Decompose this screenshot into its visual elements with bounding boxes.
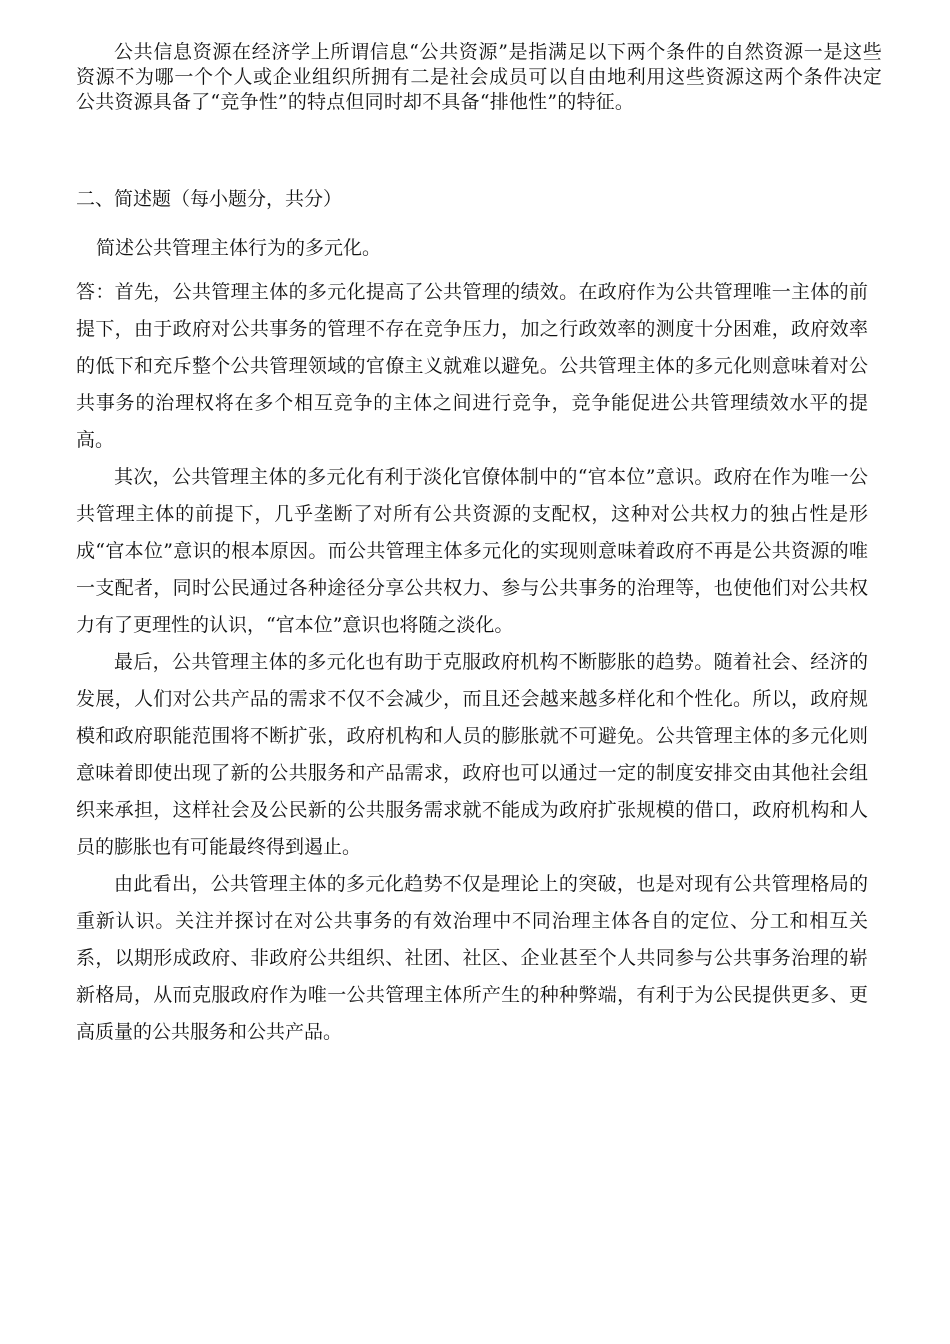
answer-paragraph-second: 其次，公共管理主体的多元化有利于淡化官僚体制中的“官本位”意识。政府在作为唯一公共管理主体的前提下，几乎垄断了对所有公共资源的支配权，这种对公共权力的独占性是形成“官本位”意识的根本原因。而公共管理主体多元化的实现则意味着政府不再是公共资源的唯一支配者，同时公民通过各种途径分享公共权力、参与公共事务的治理等，也使他们对公共权力有了更理性的认识，“官本位”意识也将随之淡化。 bbox=[76, 466, 868, 636]
question-text: 简述公共管理主体行为的多元化。 bbox=[96, 237, 382, 259]
intro-paragraph: 公共信息资源在经济学上所谓信息“公共资源”是指满足以下两个条件的自然资源一是这些资源不为哪一个个人或企业组织所拥有二是社会成员可以自由地利用这些资源这两个条件决定公共资源具备了“竞争性”的特点但同时却不具备“排他性”的特征。 bbox=[76, 41, 882, 113]
answer-paragraph-first: 答：首先，公共管理主体的多元化提高了公共管理的绩效。在政府作为公共管理唯一主体的前提下，由于政府对公共事务的管理不存在竞争压力，加之行政效率的测度十分困难，政府效率的低下和充斥整个公共管理领域的官僚主义就难以避免。公共管理主体的多元化则意味着对公共事务的治理权将在多个相互竞争的主体之间进行竞争，竞争能促进公共管理绩效水平的提高。 bbox=[76, 281, 868, 451]
answer-body bbox=[76, 274, 868, 1051]
section-heading: 二、简述题（每小题分，共分） bbox=[76, 188, 343, 210]
answer-paragraph-third: 最后，公共管理主体的多元化也有助于克服政府机构不断膨胀的趋势。随着社会、经济的发展，人们对公共产品的需求不仅不会减少，而且还会越来越多样化和个性化。所以，政府规模和政府职能范围将不断扩张，政府机构和人员的膨胀就不可避免。公共管理主体的多元化则意味着即使出现了新的公共服务和产品需求，政府也可以通过一定的制度安排交由其他社会组织来承担，这样社会及公民新的公共服务需求就不能成为政府扩张规模的借口，政府机构和人员的膨胀也有可能最终得到遏止。 bbox=[76, 651, 868, 858]
answer-paragraph-conclusion: 由此看出，公共管理主体的多元化趋势不仅是理论上的突破，也是对现有公共管理格局的重新认识。关注并探讨在对公共事务的有效治理中不同治理主体各自的定位、分工和相互关系，以期形成政府、非政府公共组织、社团、社区、企业甚至个人共同参与公共事务治理的崭新格局，从而克服政府作为唯一公共管理主体所产生的种种弊端，有利于为公民提供更多、更高质量的公共服务和公共产品。 bbox=[76, 873, 868, 1043]
